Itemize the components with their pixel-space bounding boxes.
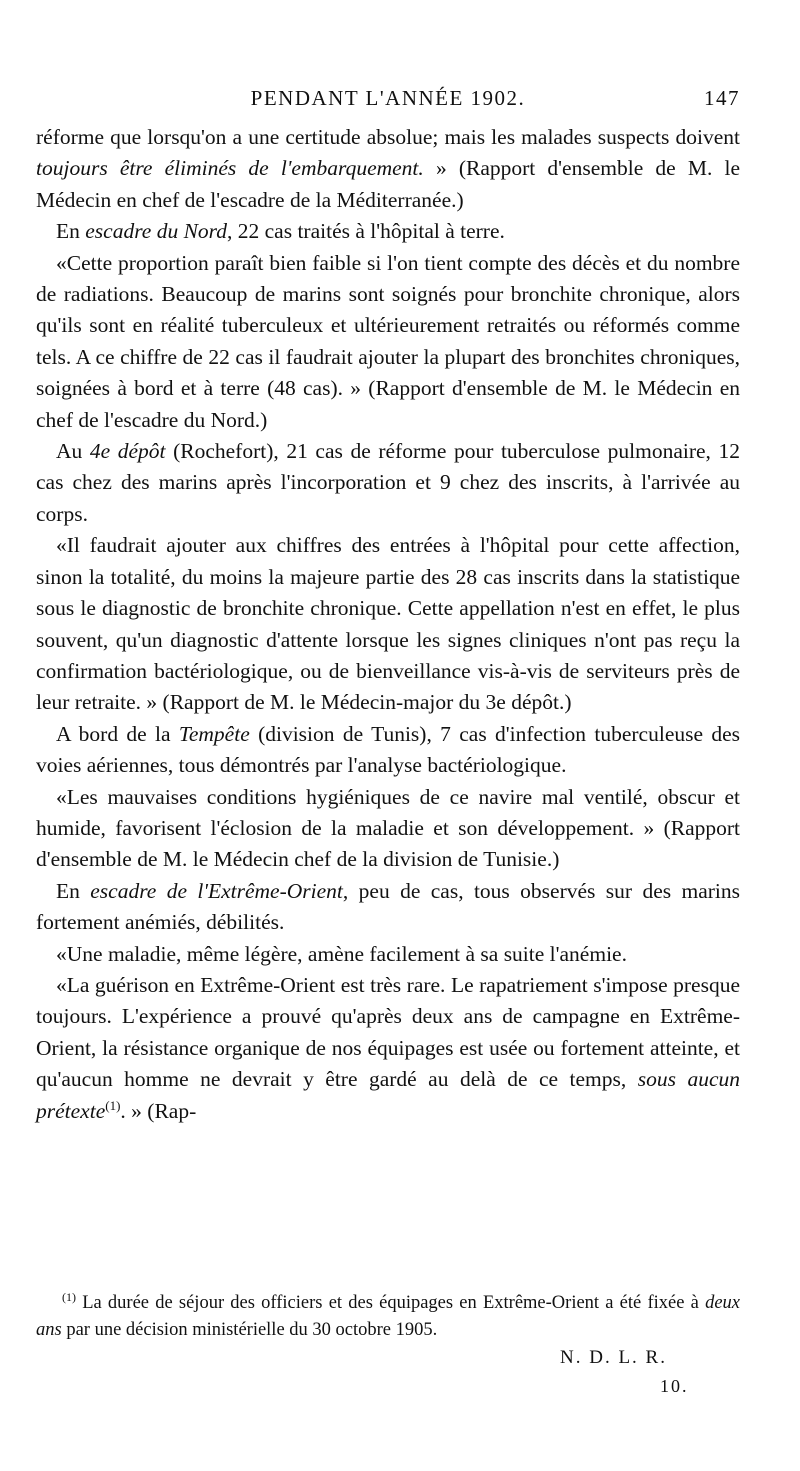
paragraph: [36, 122, 740, 216]
footnote-text: [36, 1290, 740, 1344]
footnote-signature: N. D. L. R.: [560, 1347, 667, 1368]
text-run: Au: [56, 439, 90, 464]
paragraph: «Cette proportion paraît bien faible si l'on tient compte des décès et du nombre de radiations. Beaucoup de marins sont soignés pour bronchite chronique, alors qu'ils sont en réalité tuberculeux et ultérieurement retraités ou réformés comme tels. A ce chiffre de 22 cas il faudrait ajouter la plupart des bronchites chroniques, soignées à bord et à terre (48 cas). » (Rapport d'ensemble de M. le Médecin en chef de l'escadre du Nord.): [36, 250, 740, 432]
text-run: . » (Rap-: [120, 1098, 197, 1123]
text-run: En: [56, 878, 91, 903]
paragraph: [36, 436, 740, 530]
page-header: [36, 86, 740, 116]
italic-run: Tempête: [178, 721, 250, 746]
paragraph: [36, 876, 740, 939]
text-run: La durée de séjour des officiers et des équipages en Extrême-Orient a été fixée à: [76, 1293, 706, 1313]
text-run: «La guérison en Extrême-Orient est très rare. Le rapatriement s'impose presque toujours. L'expérience a prouvé qu'après deux ans de campagne en Extrême-Orient, la résistance organique de nos équipages est usée ou fortement atteinte, et qu'aucun homme ne devrait y être gardé au delà de ce temps,: [36, 972, 740, 1092]
paragraph: [36, 970, 740, 1127]
paragraph: «Une maladie, même légère, amène facilement à sa suite l'anémie.: [56, 941, 627, 966]
text-run: En: [56, 219, 86, 244]
signature-mark: 10.: [660, 1376, 689, 1396]
italic-run: 4e dépôt: [89, 439, 166, 464]
italic-run: escadre de l'Extrême-Orient: [90, 878, 343, 903]
footnote-ref: (1): [105, 1097, 121, 1113]
running-title: PENDANT L'ANNÉE 1902.: [250, 86, 526, 110]
text-run: par une décision ministérielle du 30 octobre 1905.: [61, 1320, 438, 1340]
italic-run: escadre du Nord: [85, 219, 227, 244]
paragraph: «Les mauvaises conditions hygiéniques de ce navire mal ventilé, obscur et humide, favorisent l'éclosion de la maladie et son développement. » (Rapport d'ensemble de M. le Médecin chef de la division de Tunisie.): [36, 784, 740, 872]
text-run: réforme que lorsqu'on a une certitude absolue; mais les malades suspects doivent: [36, 125, 740, 149]
paragraph: [36, 216, 740, 247]
footnote-marker: (1): [62, 1289, 76, 1304]
italic-run: toujours être éliminés de l'embarquement.: [36, 156, 424, 181]
italic-run: deux ans: [36, 1293, 740, 1340]
body-text: [36, 122, 740, 1127]
text-run: (Rochefort), 21 cas de réforme pour tuberculose pulmonaire, 12 cas chez des marins après l'incorporation et 9 chez des inscrits, à l'arrivée au corps.: [36, 439, 741, 526]
text-run: , 22 cas traités à l'hôpital à terre.: [227, 219, 505, 244]
text-run: A bord de la: [56, 721, 179, 746]
footnote: [36, 1290, 740, 1344]
paragraph: [36, 719, 740, 782]
paragraph: «Il faudrait ajouter aux chiffres des entrées à l'hôpital pour cette affection, sinon la totalité, du moins la majeure partie des 28 cas inscrits dans la statistique sous le diagnostic de bronchite chronique. Cette appellation n'est en effet, le plus souvent, qu'un diagnostic d'attente lorsque les signes cliniques n'ont pas reçu la confirmation bactériologique, ou de bienveillance vis-à-vis de serviteurs près de leur retraite. » (Rapport de M. le Médecin-major du 3e dépôt.): [36, 533, 740, 715]
text-run: » (Rapport d'ensemble de M. le Médecin en chef de l'escadre de la Méditerranée.): [36, 156, 741, 212]
text-run: , peu de cas, tous observés sur des marins fortement anémiés, débilités.: [36, 878, 740, 935]
text-run: (division de Tunis), 7 cas d'infection tuberculeuse des voies aériennes, tous démontrés par l'analyse bactériologique.: [36, 721, 741, 778]
page-number: 147: [704, 86, 740, 110]
italic-run: sous aucun prétexte: [36, 1067, 740, 1123]
